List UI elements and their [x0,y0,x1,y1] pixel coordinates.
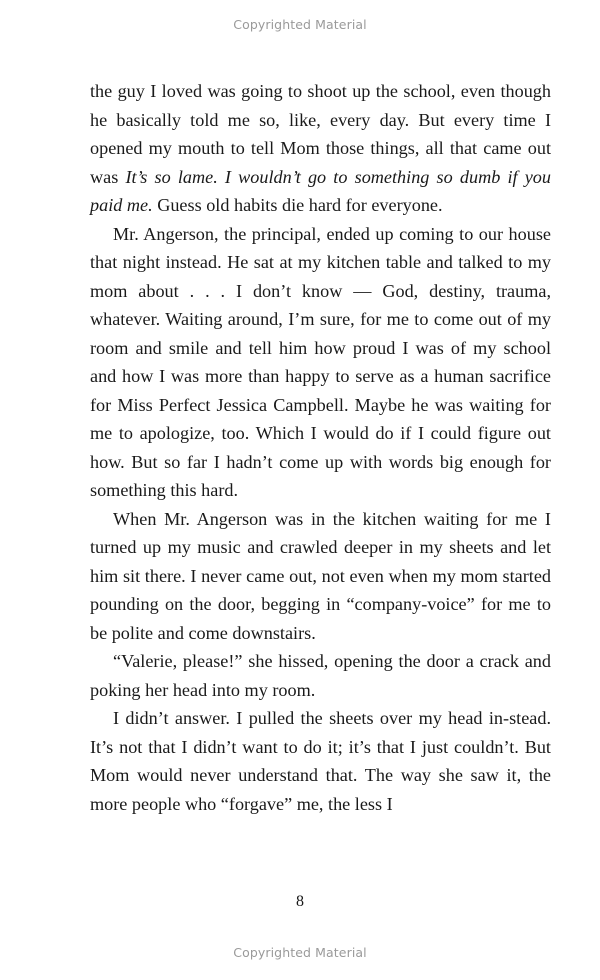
paragraph [90,220,551,505]
paragraph [90,505,551,648]
text-run: the guy I loved was going to shoot up the school, even though he basically told me so, like, every day. But every time I opened my mouth to tell Mom those things, all that came out was [90,81,551,187]
text-run: Mr. Angerson, the principal, ended up coming to our house that night instead. He sat at my kitchen table and talked to my mom about . . . I don’t know — God, destiny, trauma, whatever. Waiting around, I’m sure, for me to come out of my room and smile and tell him how proud I was of my school and how I was more than happy to serve as a human sacrifice for Miss Perfect Jessica Campbell. Maybe he was waiting for me to apologize, too. Which I would do if I could figure out how. But so far I hadn’t come up with words big enough for something this hard. [90,223,551,500]
italic-text: It’s so lame. I wouldn’t go to something so dumb if you paid me. [90,166,551,215]
paragraph [90,77,551,220]
copyright-watermark-top: Copyrighted Material [233,17,367,32]
text-run: “Valerie, please!” she hissed, opening the door a crack and poking her head into my room. [90,651,551,700]
text-run: Guess old habits die hard for everyone. [152,195,443,215]
body-text [90,77,551,818]
copyright-watermark-bottom: Copyrighted Material [233,945,367,960]
text-run: When Mr. Angerson was in the kitchen waiting for me I turned up my music and crawled deeper in my sheets and let him sit there. I never came out, not even when my mom started pounding on the door, begging in “company-voice” for me to be polite and come downstairs. [90,508,551,643]
paragraph [90,704,551,818]
page-number: 8 [296,893,304,910]
text-run: I didn’t answer. I pulled the sheets over my head in-stead. It’s not that I didn’t want to do it; it’s that I just couldn’t. But Mom would never understand that. The way she saw it, the more people who “forgave” me, the less I [90,708,551,814]
paragraph [90,647,551,704]
